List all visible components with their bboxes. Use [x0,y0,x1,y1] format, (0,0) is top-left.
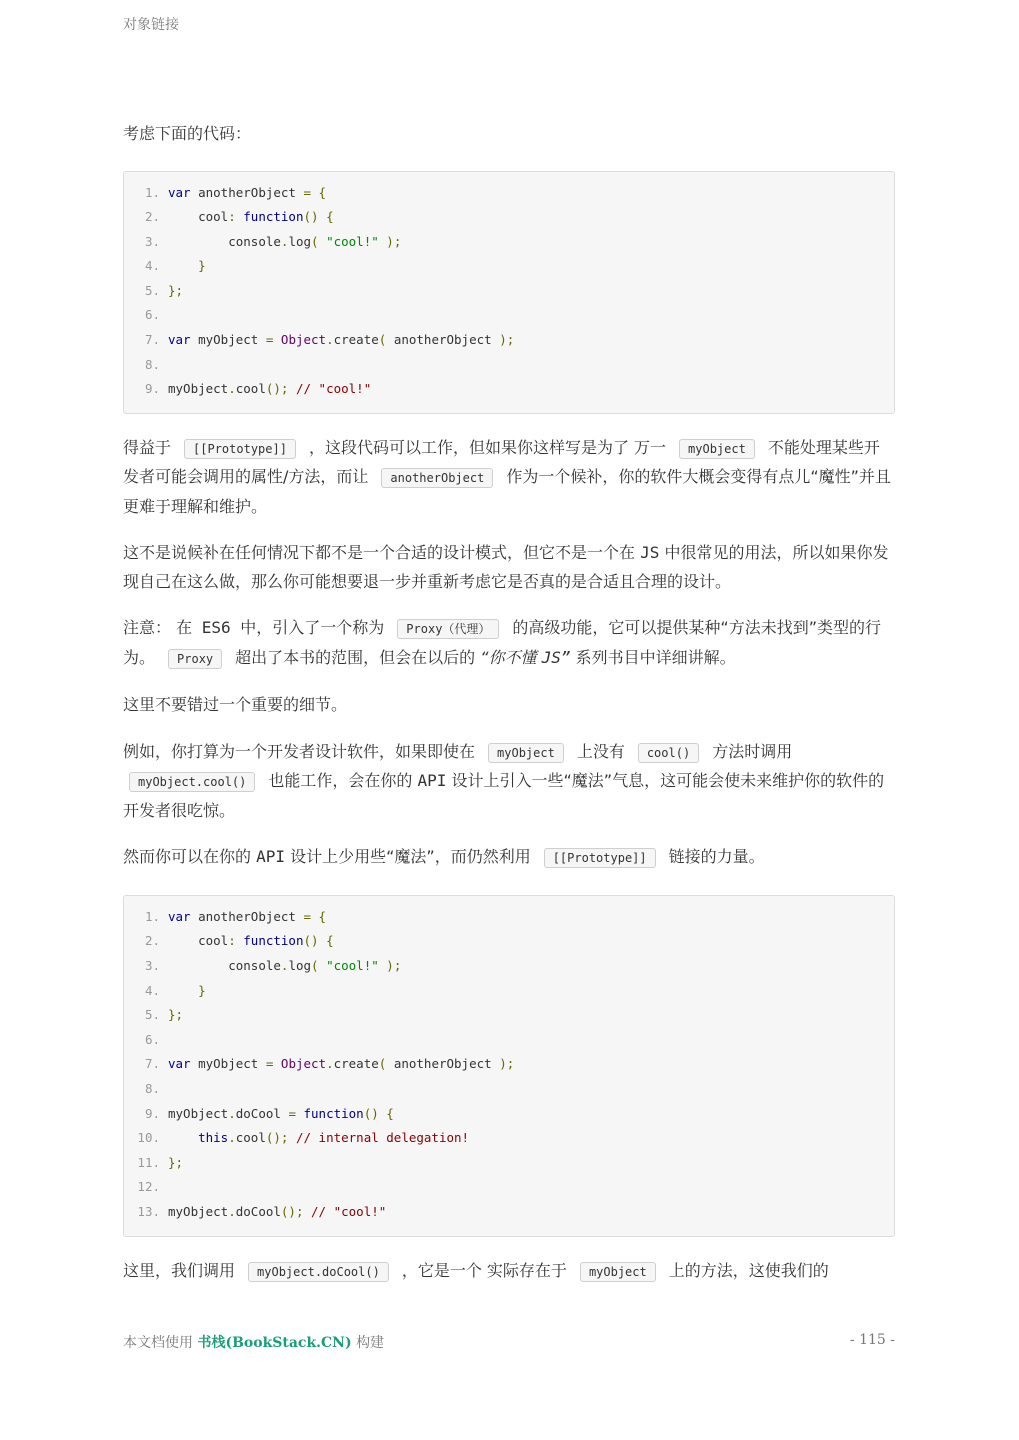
line-number: 9. [144,1105,160,1121]
inline-code: myObject [488,743,564,763]
paragraph-design-pattern: 这不是说候补在任何情况下都不是一个合适的设计模式，但它不是一个在 JS 中很常见的用法，所以如果你发现自己在这么做，那么你可能想要退一步并重新考虑它是否真的是合适且合理的设计。 [123,543,889,591]
code-line: 4. } [124,254,894,279]
code-line [124,303,894,328]
page-number: - 115 - [849,1332,895,1348]
inline-code: Proxy [168,649,222,669]
code-line: 3. console.log( "cool!" ); [124,230,894,255]
line-number: 1. [144,184,160,200]
code-line [124,1028,894,1053]
code-line: 10. this.cool(); // internal delegation! [124,1126,894,1151]
code-line [124,1077,894,1102]
page-content [123,120,895,1286]
line-number: 5. [144,1007,160,1023]
code-line: 2. cool: function() { [124,205,894,230]
inline-code: myObject.cool() [129,772,255,792]
code-line: 13. myObject.doCool(); // "cool!" [124,1200,894,1225]
line-number: 2. [144,933,160,949]
code-line: 9. myObject.cool(); // "cool!" [124,377,894,402]
inline-code: myObject [580,1262,656,1282]
line-number: 6. [144,307,160,323]
code-line: 9. myObject.doCool = function() { [124,1102,894,1127]
line-number: 7. [144,1056,160,1072]
code-line: 1. var anotherObject = { [124,905,894,930]
line-number: 7. [144,332,160,348]
paragraph-docool: 这里，我们调用 myObject.doCool() ，它是一个 实际存在于 myObject 上的方法，这使我们的 [123,1260,829,1280]
line-number: 12. [137,1179,160,1195]
paragraph-less-magic: 然而你可以在你的 API 设计上少用些“魔法”，而仍然利用 [[Prototype]] 链接的力量。 [123,847,765,867]
inline-code: cool() [638,743,699,763]
line-number: 11. [137,1154,160,1170]
line-number: 5. [144,282,160,298]
intro-paragraph: 考虑下面的代码： [123,124,252,143]
code-line [124,1175,894,1200]
line-number: 2. [144,209,160,225]
code-line: 7. var myObject = Object.create( anotherObject ); [124,328,894,353]
code-line: 3. console.log( "cool!" ); [124,954,894,979]
code-line: 1. var anotherObject = { [124,181,894,206]
line-number: 4. [144,982,160,998]
running-header: 对象链接 [123,17,179,33]
code-line: 5. }; [124,279,894,304]
code-block-1 [123,171,895,414]
bookstack-link[interactable]: 书栈(BookStack.CN) [197,1335,352,1351]
inline-code: [[Prototype]] [544,848,656,868]
inline-code: [[Prototype]] [184,439,296,459]
inline-code: Proxy（代理） [397,619,499,639]
paragraph-prototype-fallback: 得益于 [[Prototype]] ，这段代码可以工作，但如果你这样写是为了 万一 myObject 不能处理某些开发者可能会调用的属性/方法，而让 anotherObject 作为一个候补，你的软件大概会变得有点儿“魔性”并且更难于理解和维护。 [123,437,891,516]
line-number: 13. [137,1203,160,1219]
inline-code: myObject.doCool() [248,1262,389,1282]
code-line: 7. var myObject = Object.create( anotherObject ); [124,1052,894,1077]
line-number: 4. [144,258,160,274]
line-number: 8. [144,1081,160,1096]
paragraph-detail: 这里不要错过一个重要的细节。 [123,695,348,715]
inline-code: anotherObject [381,468,493,488]
code-block-2 [123,895,895,1237]
line-number: 3. [144,958,160,974]
code-line: 2. cool: function() { [124,929,894,954]
line-number: 6. [144,1031,160,1047]
code-line: 4. } [124,979,894,1004]
line-number: 9. [144,381,160,397]
line-number: 8. [144,356,160,372]
line-number: 1. [144,908,160,924]
code-line: 5. }; [124,1003,894,1028]
inline-code: myObject [679,439,755,459]
line-number: 10. [137,1130,160,1146]
line-number: 3. [144,233,160,249]
code-line: 11. }; [124,1151,894,1176]
paragraph-example: 例如，你打算为一个开发者设计软件，如果即使在 myObject 上没有 cool() 方法时调用myObject.cool() 也能工作，会在你的 API 设计上引入一些“魔法”气息，这可能会使未来维护你的软件的开发者很吃惊。 [123,741,885,820]
code-line [124,353,894,378]
footer-credit: 本文档使用 书栈(BookStack.CN) 构建 [123,1335,385,1351]
paragraph-note-proxy: 注意： 在 ES6 中，引入了一个称为 Proxy（代理） 的高级功能，它可以提供某种“方法未找到”类型的行为。 Proxy 超出了本书的范围，但会在以后的 “你不懂 JS” 系列书目中详细讲解。 [123,618,882,667]
